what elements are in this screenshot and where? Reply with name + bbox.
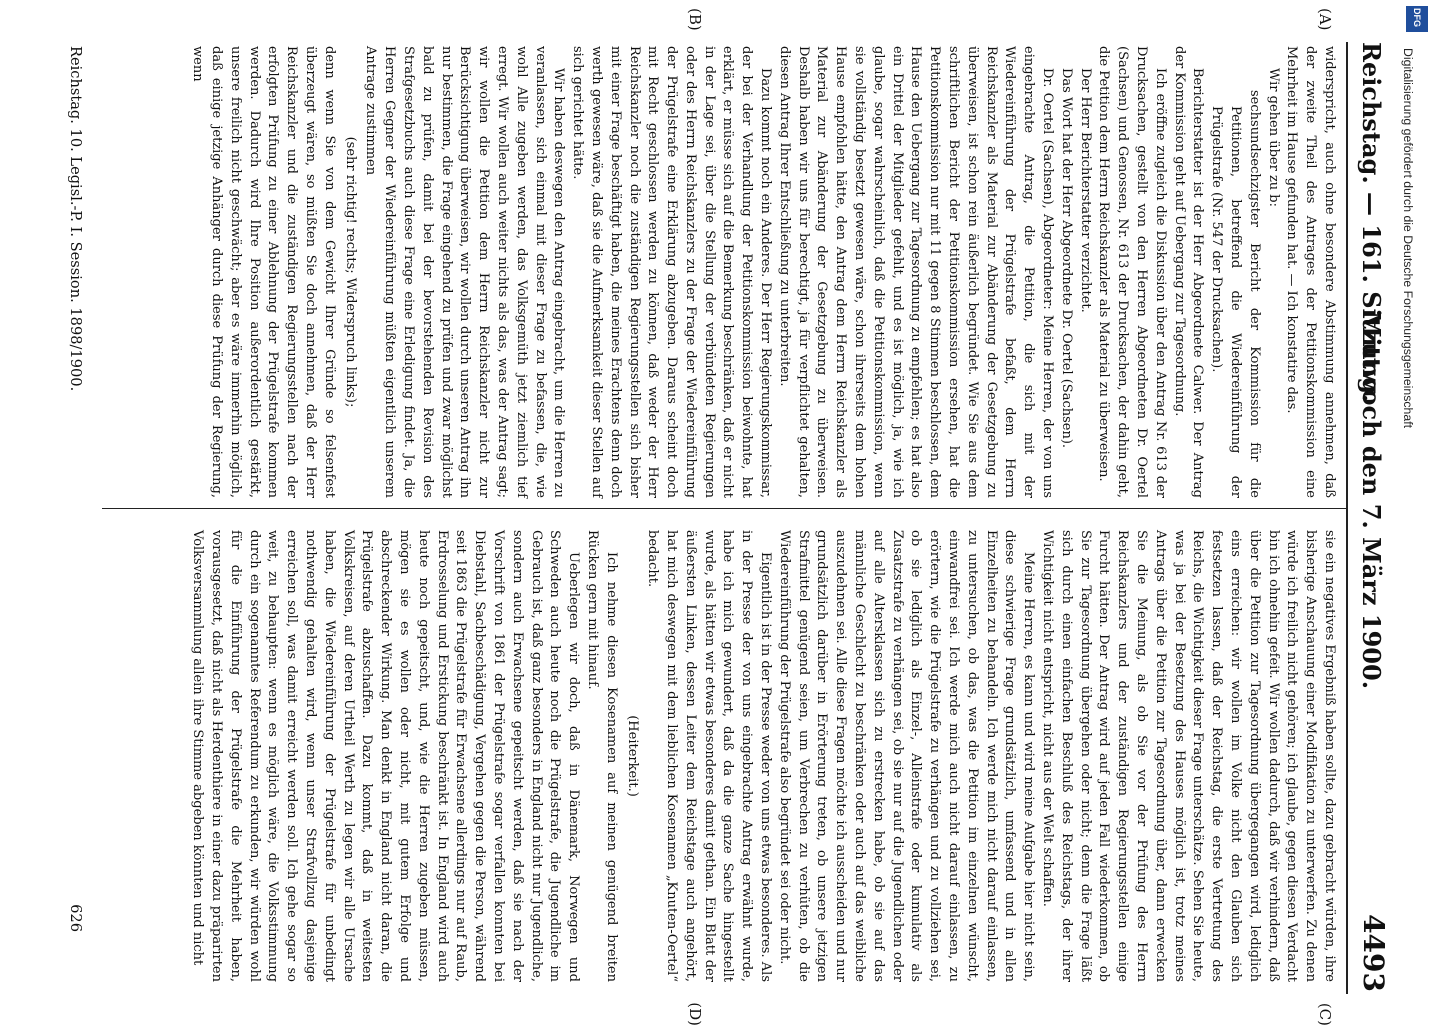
paragraph: Wir haben deswegen den Antrag eingebracht, um die Herren zu veranlassen, sich einmal mit dieser Frage zu befassen, die, wie wohl Alle zugeben werden, das Volksgemüth jetzt ziemlich tief erregt. Wir wollen auch weiter nichts als das, was der Antrag sagt; wir wollen die Petition dem Herrn Reichskanzler nicht zur Berücksichtigung überweisen, wir wollen durch unseren Antrag ihn nur bestimmen, die Frage eingehend zu prüfen und zwar möglichst bald zu prüfen, damit bei der bevorstehenden Revision des Strafgesetzbuchs auch diese Frage eine Erledigung findet. Ja, die Herren Gegner der Wiedereinführung müßten eigentlich unserem Antrage zustimmen [363, 46, 567, 498]
speech-paragraph: Dr. Oertel (Sachsen), Abgeordneter: Meine Herren, der von uns eingebrachte Antrag, die Petition, die sich mit der Wiedereinführung der Prügelstrafe befaßt, dem Herrn Reichskanzler als Material zur Abänderung der Gesetzgebung zu überweisen, ist schon rein äußerlich begründet. Wie Sie aus dem schriftlichen Bericht der Petitionskommission ersehen, hat die Petitionskommission nur mit 11 gegen 8 Stimmen beschlossen, dem Hause den Uebergang zur Tagesordnung zu empfehlen; es hat also ein Drittel der Mitglieder gefehlt, und es ist möglich, ja, wie ich glaube, sogar wahrscheinlich, daß die Petitionskommission, wenn sie vollständig besetzt gewesen wäre, schon ihrerseits dem hohen Hause empfohlen hätte, den Antrag dem Herrn Reichskanzler als Material zur Abänderung der Gesetzgebung zu überweisen. Deshalb haben wir uns für berechtigt, ja für verpflichtet gehalten, diesen Antrag Ihrer Entschließung zu unterbreiten. [776, 46, 1056, 498]
paragraph: denn wenn Sie von dem Gewicht Ihrer Gründe so felsenfest überzeugt wären, so müßten Sie doch annehmen, daß der Herr Reichskanzler und die zuständigen Regierungsstellen nach der erfolgten Prüfung zu einer Ablehnung der Prügelstrafe kommen werden. Dadurch wird Ihre Position außerordentlich gestärkt, unsere freilich nicht geschwächt; aber es wäre immerhin möglich, daß einige jetzige Anhänger durch diese Prüfung der Regierung, wenn [190, 46, 337, 498]
page-number: 4493 [1357, 914, 1390, 992]
left-column [187, 46, 1338, 498]
margin-marker-b: (B) [686, 8, 704, 31]
paragraph: Der Herr Berichterstatter verzichtet. [1077, 68, 1093, 313]
paragraph: Dazu kommt noch ein Anderes. Der Herr Regierungskommissar, der bei der Verhandlung der Petitionskommission beiwohnte, hat erklärt, er müsse sich auf die Bemerkung beschränken, daß er nicht in der Lage sei, über die Stellung der verbündeten Regierungen oder des Herrn Reichskanzlers zu der Frage der Wiedereinführung der Prügelstrafe eine Erklärung abzugeben. Daraus scheint doch mit Recht geschlossen werden zu können, daß weder der Herr Reichskanzler noch die zuständigen Regierungsstellen sich bisher mit einer Frage beschäftigt haben, die meines Erachtens denn doch werth gewesen wäre, daß sie die Aufmerksamkeit dieser Stellen auf sich gerichtet hätte. [570, 46, 774, 498]
paragraph: Meine Herren, es kann und wird meine Aufgabe hier nicht sein, diese schwierige Frage grundsätzlich, umfassend und in allen Einzelheiten zu behandeln. Ich werde mich nicht darauf einlassen, zu untersuchen, ob das, was die Petition im einzelnen wünscht, einwandfrei sei. Ich werde mich auch nicht darauf einlassen, zu erörtern, wie die Prügelstrafe zu verhängen und zu vollziehen sei, ob sie lediglich als Einzel-, Alleinstrafe oder kumulativ als Zusatzstrafe zu verhängen sei, ob sie nur auf die Jugendlichen oder auf alle Altersklassen sich zu erstrecken habe, ob sie auf das männliche Geschlecht zu beschränken oder auch auf das weibliche auszudehnen sei. Alle diese Fragen möchte ich ausscheiden und nur grundsätzlich darüber in Erörterung treten, ob unsere jetzigen Strafmittel genügend seien, um Verbrechen zu verhüten, ob die Wiedereinführung der Prügelstrafe also begründet sei oder nicht. [776, 530, 1037, 982]
footer-session: Reichstag. 10. Legisl.-P. I. Session. 1898/1900. [67, 46, 84, 392]
report-title: sechsundsechzigster Bericht der Kommission für die Petitionen, betreffend die Wiedereinführung der Prügelstrafe (Nr. 547 der Drucksachen). [1209, 90, 1262, 498]
right-column [187, 530, 1338, 982]
paragraph: Berichterstatter ist der Herr Abgeordnete Calwer. Der Antrag der Kommission geht auf Uebergang zur Tagesordnung. [1171, 46, 1206, 498]
column-divider [102, 508, 1346, 509]
paragraph: Wir gehen über zu b: [1265, 68, 1281, 208]
digitization-note [1401, 8, 1429, 998]
page-footer [54, 46, 84, 994]
header-rule [1346, 42, 1348, 994]
margin-marker-a: (A) [1316, 8, 1334, 31]
page-header [1354, 2, 1390, 998]
margin-marker-c: (C) [1316, 1002, 1334, 1026]
paragraph: Das Wort hat der Herr Abgeordnete Dr. Oertel (Sachsen). [1058, 68, 1074, 449]
interjection: (Heiterkeit.) [624, 715, 640, 797]
header-date: Mittwoch den 7. März 1900. [1357, 310, 1386, 690]
paragraph: widerspricht, auch ohne besondere Abstimmung annehmen, daß der zweite Theil des Antrages der Petitionskommission eine Mehrheit im Hause gefunden hat. — Ich konstatire das. [1284, 46, 1337, 498]
paragraph: Ich eröffne zugleich die Diskussion über den Antrag Nr. 613 der Drucksachen, gestellt von den Herren Abgeordneten Dr. Oertel (Sachsen) und Genossen, Nr. 613 der Drucksachen, der dahin geht, die Petition dem Herrn Reichskanzler als Material zu überweisen. [1096, 46, 1168, 498]
digitization-note-text: Digitalisierung gefördert durch die Deutsche Forschungsgemeinschaft [1401, 48, 1415, 429]
paragraph: Ueberlegen wir doch, daß in Dänemark, Norwegen und Schweden auch heute noch die Prügelstrafe, die Jugendliche im Gebrauch ist, daß ganz besonders in England nicht nur Jugendliche, sondern auch Erwachsene gepeitscht werden, daß sie nach der Vorschrift von 1861 der Prügelstrafe sogar verfallen konnten bei Diebstahl, Sachbeschädigung, Vergehen gegen die Person, während seit 1863 die Prügelstrafe für Erwachsene allerdings nur auf Raub, Erdrosselung und Erstickung beschränkt ist. In England wird auch heute noch gepeitscht, und, wie die Herren zugeben müssen, mögen sie es wollen oder nicht, mit gutem Erfolge und abschreckender Wirkung. Man denkt in England nicht daran, die Prügelstrafe abzuschaffen. Dazu kommt, daß in weitesten Volkskreisen, auf deren Urtheil Werth zu legen wir alle Ursache haben, die Wiedereinführung der Prügelstrafe für unbedingt nothwendig gehalten wird, wenn unser Strafvollzug dasjenige erreichen soll, was damit erreicht werden soll. Ich gehe sogar so weit, zu behaupten: wenn es möglich wäre, die Volksstimmung durch ein sogenanntes Referendum zu erkunden, wir würden wohl für die Einführung der Prügelstrafe die Mehrheit haben, vorausgesetzt, daß nicht als Herdenthiere in einer dazu präparirten Volksversammlung allein ihre Stimme abgeben könnten und nicht [190, 530, 582, 982]
interjection: (sehr richtig! rechts; Widerspruch links); [342, 136, 358, 408]
paragraph: Ich nehme diesen Kosenamen auf meinen genügend breiten Rücken gern mit hinauf. [584, 530, 619, 982]
rotated-page [10, 2, 1394, 1026]
header-session: Reichstag. — 161. Sitzung. [1357, 42, 1386, 403]
footer-number: 626 [67, 904, 84, 932]
paragraph: Eigentlich ist in der Presse weder von uns etwas besonderes. Als in der Presse der von uns eingebrachte Antrag erwähnt wurde, habe ich mich gewundert, daß da die ganze Sache hingestellt wurde, als hätten wir etwas besonderes damit gethan. Ein Blatt der äußersten Linken, dessen Leiter dem Reichstage auch angehört, hat mich deswegen mit dem lieblichen Kosenamen „Knuten-Oertel“ bedacht. [645, 530, 774, 982]
margin-marker-d: (D) [686, 1002, 704, 1026]
dfg-logo: DFG [1406, 6, 1428, 32]
paragraph: sie ein negatives Ergebniß haben sollte, dazu gebracht würden, ihre bisherige Anschauung einer Modifikation zu unterwerfen. Zu denen würde ich freilich nicht gehören; ich glaube, gegen diesen Verdacht bin ich ohnehin gefeit. Wir wollen dadurch, daß wir verhindern, daß über die Petition zur Tagesordnung übergegangen wird, lediglich eins erreichen: wir wollen im Volke nicht den Glauben sich festsetzen lassen, daß der Reichstag, die erste Vertretung des Reichs, die Wichtigkeit dieser Frage unterschätze. Sehen Sie heute, was ja bei der Besetzung des Hauses möglich ist, trotz meines Antrags über die Petition zur Tagesordnung über, dann erwecken Sie die Meinung, als ob Sie vor der Prüfung des Herrn Reichskanzlers und der zuständigen Regierungsstellen einige Furcht hätten. Der Antrag wird auf jeden Fall wiederkommen, ob Sie zur Tagesordnung übergehen oder nicht; denn die Frage läßt sich durch einen einfachen Beschluß des Reichstags, der ihrer Wichtigkeit nicht entspricht, nicht aus der Welt schaffen. [1040, 530, 1337, 982]
